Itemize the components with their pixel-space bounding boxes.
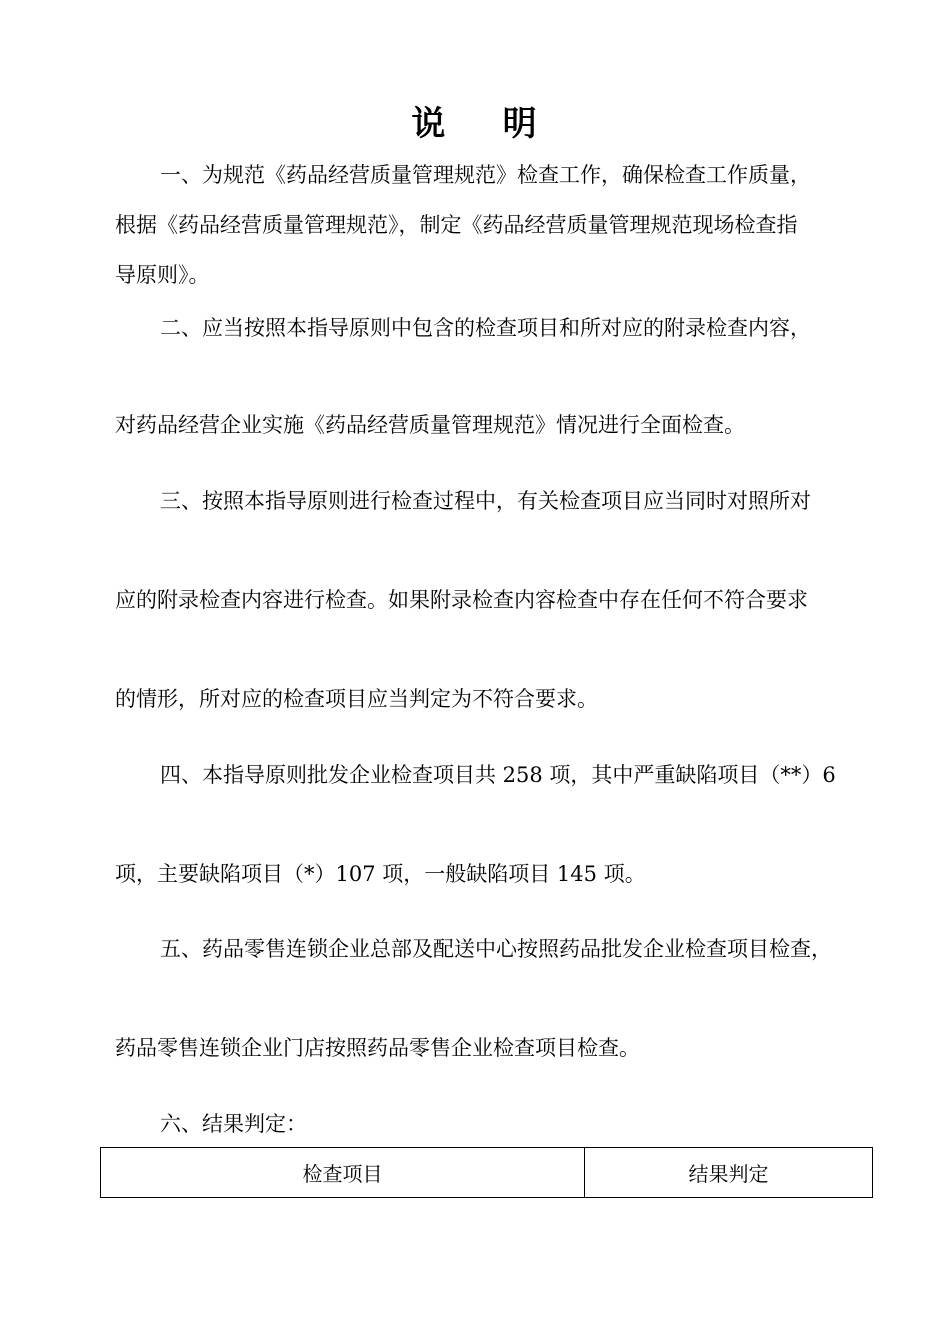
- table-header-row: [101, 1148, 873, 1198]
- text-line-1: 一、为规范《药品经营质量管理规范》检查工作，确保检查工作质量，: [160, 163, 811, 187]
- header-inspection-item: 检查项目: [101, 1148, 585, 1198]
- text-line-6: 三、按照本指导原则进行检查过程中，有关检查项目应当同时对照所对: [160, 489, 811, 513]
- text-line-3: 导原则》。: [115, 263, 210, 287]
- page-title: 说 明: [411, 104, 539, 144]
- text-line-2: 根据《药品经营质量管理规范》，制定《药品经营质量管理规范现场检查指: [115, 213, 798, 237]
- text-line-4: 二、应当按照本指导原则中包含的检查项目和所对应的附录检查内容，: [160, 316, 811, 340]
- text-line-5: 对药品经营企业实施《药品经营质量管理规范》情况进行全面检查。: [115, 413, 745, 437]
- text-line-13: 六、结果判定：: [160, 1112, 307, 1136]
- result-table: [100, 1147, 873, 1198]
- text-line-12: 药品零售连锁企业门店按照药品零售企业检查项目检查。: [115, 1036, 640, 1060]
- header-result-judgment: 结果判定: [585, 1148, 873, 1198]
- text-line-7: 应的附录检查内容进行检查。如果附录检查内容检查中存在任何不符合要求: [115, 588, 808, 612]
- text-line-9: 四、本指导原则批发企业检查项目共 258 项，其中严重缺陷项目（**）6: [160, 763, 836, 787]
- text-line-8: 的情形，所对应的检查项目应当判定为不符合要求。: [115, 687, 598, 711]
- text-line-10: 项，主要缺陷项目（*）107 项，一般缺陷项目 145 项。: [115, 862, 646, 886]
- text-line-11: 五、药品零售连锁企业总部及配送中心按照药品批发企业检查项目检查，: [160, 937, 832, 961]
